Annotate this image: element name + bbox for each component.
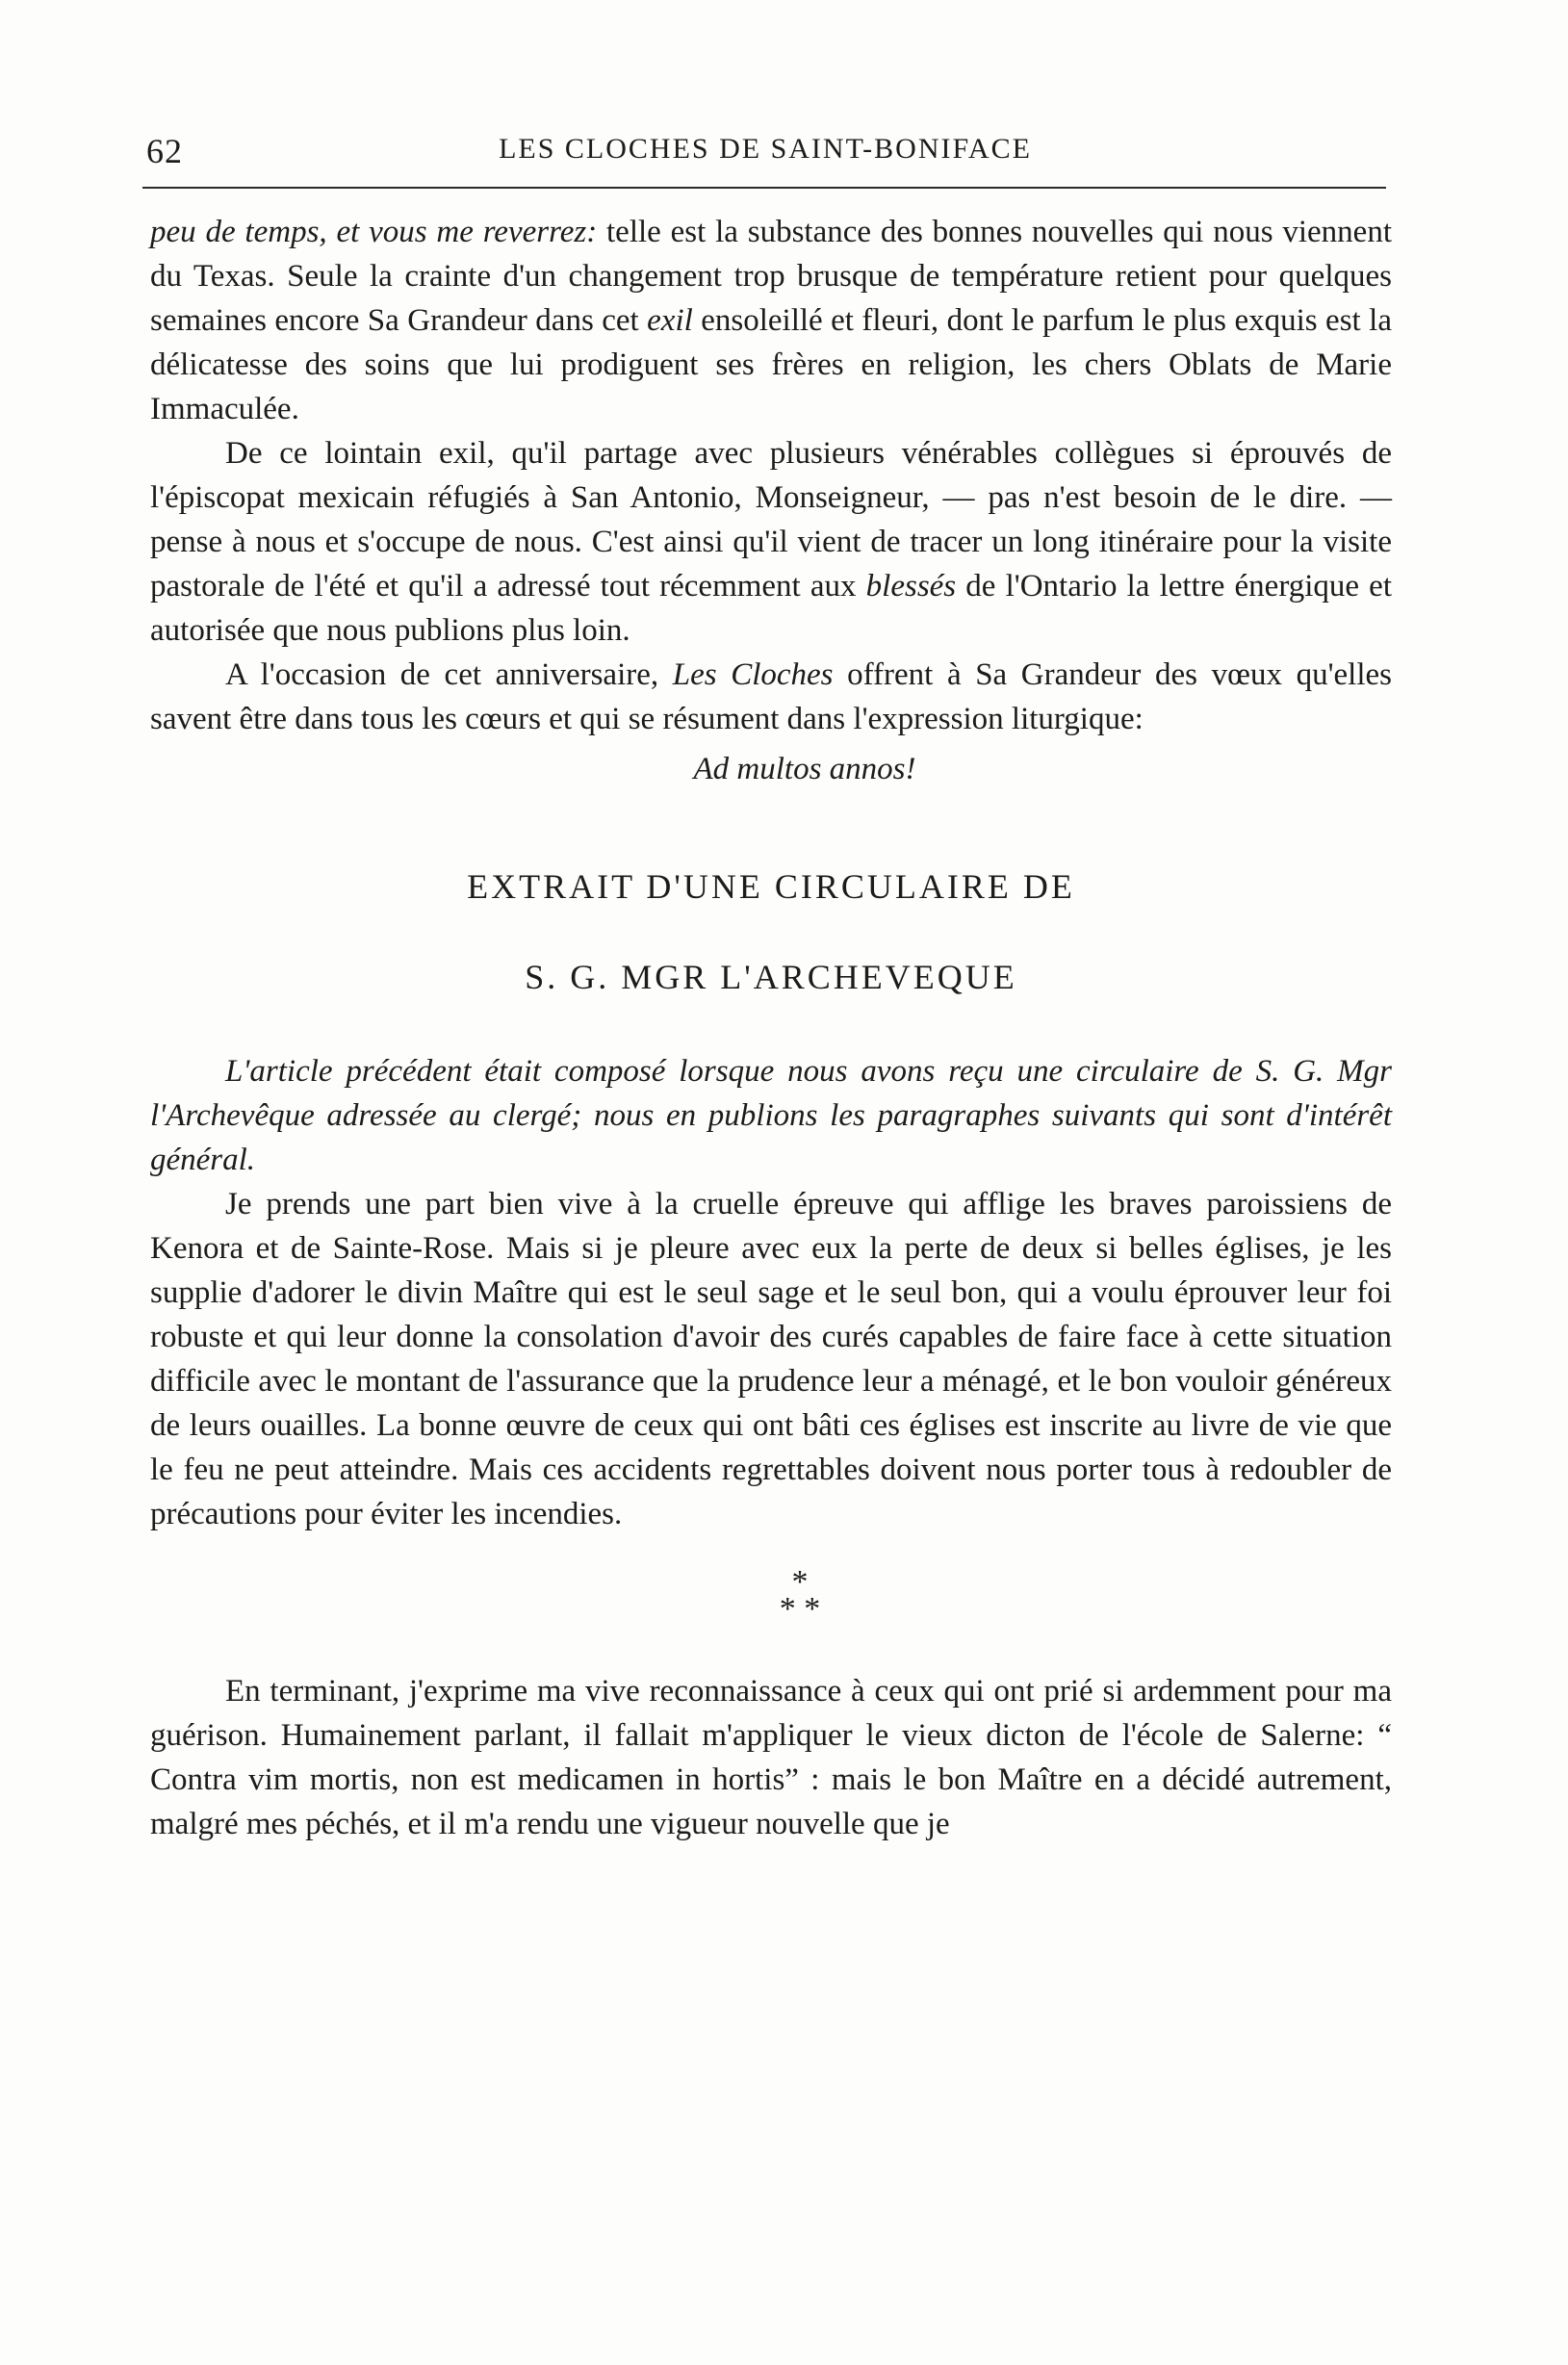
- page-header: [135, 123, 1396, 171]
- asterism-top: *: [791, 1564, 809, 1600]
- asterism-bottom: * *: [779, 1591, 821, 1627]
- paragraph-text: De ce lointain exil, qu'il partage avec plusieurs vénérables collègues si éprouvés de l'épiscopat mexicain réfugiés à San Antonio, Monseigneur, — pas n'est besoin de le dire. — pense à nous et s'occupe de nous. C'est ainsi qu'il vient de tracer un long itinéraire pour la visite pastorale de l'été et qu'il a adressé tout récemment aux: [150, 436, 1392, 604]
- italic-title: Les Cloches: [672, 657, 834, 692]
- running-title: LES CLOCHES DE SAINT-BONIFACE: [499, 133, 1032, 165]
- asterism-divider: [150, 1564, 1392, 1627]
- paragraph-gratitude: En terminant, j'exprime ma vive reconnaissance à ceux qui ont prié si ardemment pour ma guérison. Humainement parlant, il fallait m'appliquer le vieux dicton de l'école de Salerne: “ Contra vim mortis, non est medicamen in hortis” : mais le bon Maître en a décidé autrement, malgré mes péchés, et il m'a rendu une vigueur nouvelle que je: [150, 1674, 1392, 1841]
- page-body: [150, 210, 1392, 1846]
- paragraph-text: ensoleillé et fleuri, dont le parfum le plus exquis est la délicatesse des soins que lui prodiguent ses frères en religion, les chers Oblats de Marie Immaculée.: [150, 303, 1392, 426]
- liturgical-motto: Ad multos annos!: [693, 752, 916, 786]
- page-number: 62: [146, 132, 183, 170]
- paragraph-text: de l'Ontario la lettre énergique et autorisée que nous publions plus loin.: [150, 569, 1392, 648]
- paragraph-text: telle est la substance des bonnes nouvelles qui nous viennent du Texas. Seule la crainte d'un changement trop brusque de température retient pour quelques semaines encore Sa Grandeur dans cet: [150, 215, 1392, 338]
- paragraph-text: offrent à Sa Grandeur des vœux qu'elles savent être dans tous les cœurs et qui se résument dans l'expression liturgique:: [150, 657, 1392, 736]
- paragraph-texas-news: [150, 210, 1392, 431]
- editorial-note: L'article précédent était composé lorsque nous avons reçu une circulaire de S. G. Mgr l'Archevêque adressée au clergé; nous en publions les paragraphes suivants qui sont d'intérêt général.: [150, 1054, 1392, 1177]
- paragraph-exile: [150, 431, 1392, 653]
- italic-word: blessés: [865, 569, 957, 604]
- section-heading: EXTRAIT D'UNE CIRCULAIRE DE: [467, 867, 1075, 906]
- italic-phrase: peu de temps, et vous me reverrez:: [150, 215, 598, 249]
- paragraph-fire: Je prends une part bien vive à la cruelle épreuve qui afflige les braves paroissiens de Kenora et de Sainte-Rose. Mais si je pleure avec eux la perte de deux si belles églises, je les supplie d'adorer le divin Maître qui est le seul sage et le seul bon, qui a voulu éprouver leur foi robuste et qui leur donne la consolation d'avoir des curés capables de faire face à cette situation difficile avec le montant de l'assurance que la prudence leur a ménagé, et le bon vouloir généreux de leurs ouailles. La bonne œuvre de ceux qui ont bâti ces églises est inscrite au livre de vie que le feu ne peut atteindre. Mais ces accidents regrettables doivent nous porter tous à redoubler de précautions pour éviter les incendies.: [150, 1187, 1392, 1531]
- italic-word: exil: [647, 303, 693, 338]
- header-rule: [142, 187, 1386, 189]
- paragraph-anniversary: [150, 653, 1392, 741]
- paragraph-text: A l'occasion de cet anniversaire,: [225, 657, 673, 692]
- section-subheading: S. G. MGR L'ARCHEVEQUE: [525, 958, 1017, 996]
